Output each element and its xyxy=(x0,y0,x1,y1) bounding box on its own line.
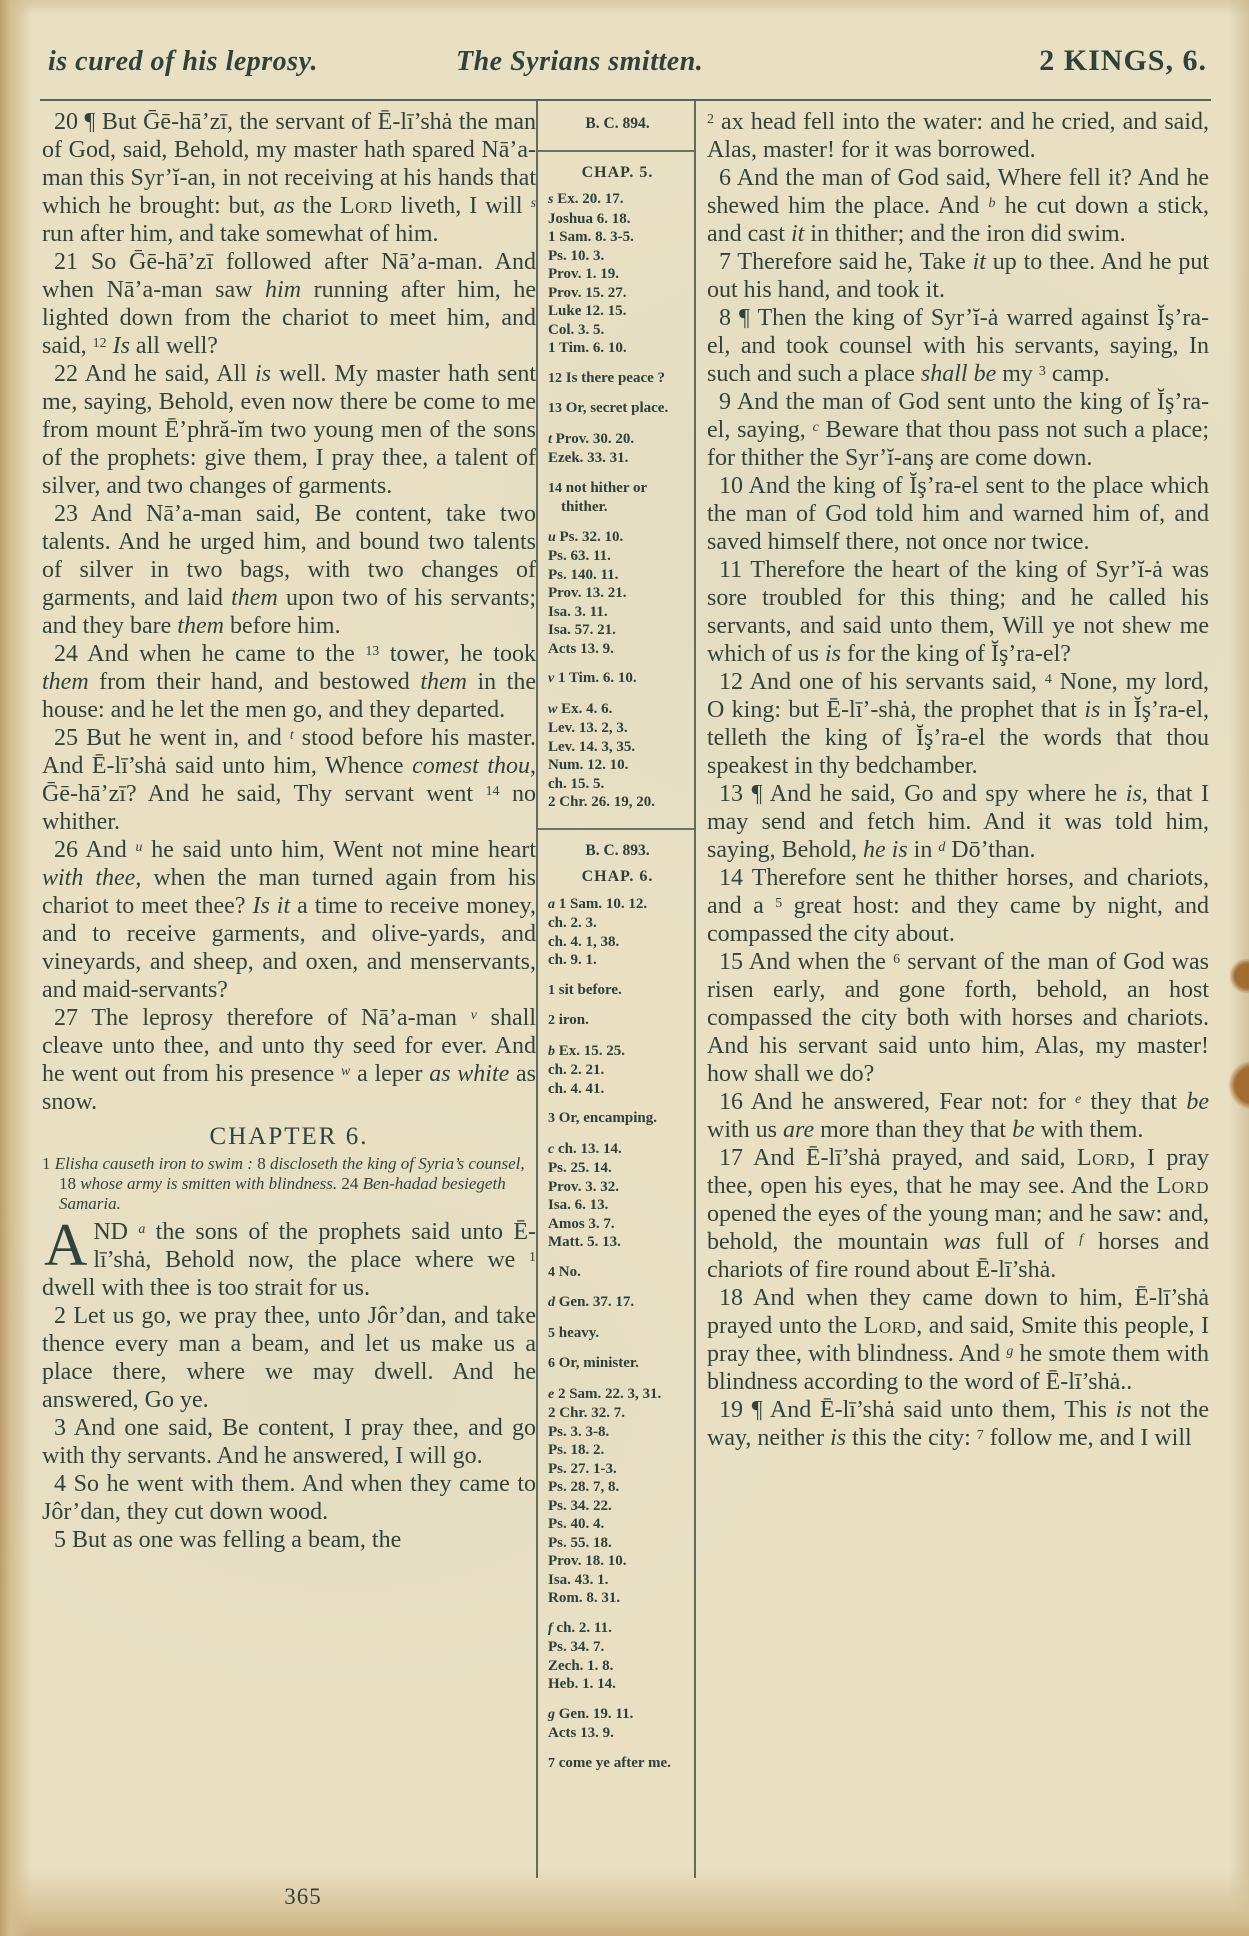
running-head xyxy=(42,46,1209,96)
margin-note: b Ex. 15. 25. ch. 2. 21. ch. 4. 41. xyxy=(548,1042,626,1097)
running-head-book-chapter: 2 KINGS, 6. xyxy=(1039,44,1207,77)
margin-note: 6 Or, minister. xyxy=(548,1355,639,1371)
verse-paragraph: 15 And when the $^6$ servant of the man of God was risen early, and gone forth, behold, an host compassed the city both with horses and chariots. And his servant said unto him, Alas, my master! how shall we do? xyxy=(707,949,1209,1087)
margin-note: 4 No. xyxy=(548,1263,581,1280)
margin-note: 14 not hither or thither. xyxy=(548,479,647,515)
verse-paragraph: 14 Therefore sent he thither horses, and chariots, and a $^5$ great host: and they came by night, and compassed the city about. xyxy=(707,865,1209,947)
bc-date-label: B. C. 894. xyxy=(585,115,650,132)
margin-note: a 1 Sam. 10. 12. ch. 2. 3. ch. 4. 1, 38. ch. 9. 1. xyxy=(548,895,648,968)
margin-note: d Gen. 37. 17. xyxy=(548,1294,635,1310)
verse-paragraph: 9 And the man of God sent unto the king of Ĭş’ra-el, saying, $^c$ Beware that thou pass not such a place; for thither the Syr’ĭ-anş are come down. xyxy=(707,389,1209,471)
verse-paragraph: 25 But he went in, and $^t$ stood before his master. And Ē-lī’shȧ said unto him, Whence comest thou, Ḡē-hā’zī? And he said, Thy servant went $^{14}$ no whither. xyxy=(42,725,536,835)
verse-paragraph: AND $^a$ the sons of the prophets said unto Ē-lī’shȧ, Behold now, the place where we $^1$ dwell with thee is too strait for us. xyxy=(42,1212,536,1301)
verse-paragraph: 11 Therefore the heart of the king of Syr’ĭ-ȧ was sore troubled for this thing; and he called his servants, and said unto them, Will ye not shew me which of us is for the king of Ĭş’ra-el? xyxy=(707,557,1209,667)
margin-note: 2 iron. xyxy=(548,1012,589,1028)
verse-paragraph: 13 ¶ And he said, Go and spy where he is, that I may send and fetch him. And it was told him, saying, Behold, he is in $^d$ Dō’than. xyxy=(707,781,1209,863)
verse-paragraph: 2 Let us go, we pray thee, unto Jôr’dan, and take thence every man a beam, and let us make us a place there, where we may dwell. And he answered, Go ye. xyxy=(42,1303,536,1413)
margin-note: 1 sit before. xyxy=(548,981,622,998)
page-columns xyxy=(42,101,1209,1878)
verse-paragraph: 4 So he went with them. And when they came to Jôr’dan, they cut down wood. xyxy=(42,1471,536,1525)
verse-paragraph: 6 And the man of God said, Where fell it? And he shewed him the place. And $^b$ he cut down a stick, and cast it in thither; and the iron did swim. xyxy=(707,165,1209,247)
margin-note: 13 Or, secret place. xyxy=(548,400,669,416)
column-divider xyxy=(538,150,694,152)
verse-paragraph: $^2$ ax head fell into the water: and he cried, and said, Alas, master! for it was borrowed. xyxy=(707,109,1209,163)
verse-paragraph: 7 Therefore said he, Take it up to thee. And he put out his hand, and took it. xyxy=(707,249,1209,303)
verse-paragraph: 21 So Ḡē-hā’zī followed after Nā’a-man. And when Nā’a-man saw him running after him, he lighted down from the chariot to meet him, and said, $^{12}$ Is all well? xyxy=(42,249,536,359)
margin-note: c ch. 13. 14. Ps. 25. 14. Prov. 3. 32. Isa. 6. 13. Amos 3. 7. Matt. 5. 13. xyxy=(548,1140,622,1250)
margin-note: 7 come ye after me. xyxy=(548,1754,671,1771)
left-text-column xyxy=(42,101,536,1878)
margin-note: v 1 Tim. 6. 10. xyxy=(548,670,637,686)
verse-paragraph: 24 And when he came to the $^{13}$ tower, he took them from their hand, and bestowed them in the house: and he let the men go, and they departed. xyxy=(42,641,536,723)
right-text-column xyxy=(696,101,1209,1878)
margin-note: 5 heavy. xyxy=(548,1324,600,1341)
margin-note: f ch. 2. 11. Ps. 34. 7. Zech. 1. 8. Heb. 1. 14. xyxy=(548,1619,616,1692)
margin-note: w Ex. 4. 6. Lev. 13. 2, 3. Lev. 14. 3, 35. Num. 12. 10. ch. 15. 5. 2 Chr. 26. 19, 20. xyxy=(548,700,655,810)
verse-paragraph: 22 And he said, All is well. My master hath sent me, saying, Behold, even now there be come to me from mount Ē’phră-ĭm two young men of the sons of the prophets: give them, I pray thee, a talent of silver, and two changes of garments. xyxy=(42,361,536,499)
column-divider xyxy=(538,828,694,830)
verse-paragraph: 5 But as one was felling a beam, the xyxy=(54,1527,402,1553)
margin-note: g Gen. 19. 11. Acts 13. 9. xyxy=(548,1705,634,1741)
verse-paragraph: 27 The leprosy therefore of Nā’a-man $^v$ shall cleave unto thee, and unto thy seed for ever. And he went out from his presence $^w$ a leper as white as snow. xyxy=(42,1005,536,1115)
margin-note: e 2 Sam. 22. 3, 31. 2 Chr. 32. 7. Ps. 3. 3-8. Ps. 18. 2. Ps. 27. 1-3. Ps. 28. 7, 8. Ps. 34. 22. Ps. 40. 4. Ps. 55. 18. Prov. 18. 10. Isa. 43. 1. Rom. 8. 31. xyxy=(548,1385,662,1606)
chapter-label: CHAP. 5. xyxy=(581,163,654,181)
verse-paragraph: 23 And Nā’a-man said, Be content, take two talents. And he urged him, and bound two talents of silver in two bags, with two changes of garments, and laid them upon two of his servants; and they bare them before him. xyxy=(42,501,536,639)
running-head-left: is cured of his leprosy. xyxy=(48,46,318,77)
margin-note: u Ps. 32. 10. Ps. 63. 11. Ps. 140. 11. Prov. 13. 21. Isa. 3. 11. Isa. 57. 21. Acts 13. 9. xyxy=(548,528,627,657)
running-head-center: The Syrians smitten. xyxy=(456,46,704,77)
verse-paragraph: 26 And $^u$ he said unto him, Went not mine heart with thee, when the man turned again from his chariot to meet thee? Is it a time to receive money, and to receive garments, and olive-yards, and vineyards, and sheep, and oxen, and menservants, and maid-servants? xyxy=(42,837,536,1003)
margin-note: 12 Is there peace ? xyxy=(548,369,666,386)
verse-paragraph: 17 And Ē-lī’shȧ prayed, and said, Lord, I pray thee, open his eyes, that he may see. And the Lord opened the eyes of the young man; and he saw: and, behold, the mountain was full of $^f$ horses and chariots of fire round about Ē-lī’shȧ. xyxy=(707,1145,1209,1283)
verse-paragraph: 16 And he answered, Fear not: for $^e$ they that be with us are more than they that be with them. xyxy=(707,1089,1209,1143)
verse-paragraph: 12 And one of his servants said, $^4$ None, my lord, O king: but Ē-lī’-shȧ, the prophet that is in Ĭş’ra-el, telleth the king of Ĭş’ra-el the words that thou speakest in thy bedchamber. xyxy=(707,669,1209,779)
page-number: 365 xyxy=(284,1884,322,1909)
chapter-heading: CHAPTER 6. xyxy=(209,1123,369,1150)
margin-note: s Ex. 20. 17. Joshua 6. 18. 1 Sam. 8. 3-5. Ps. 10. 3. Prov. 1. 19. Prov. 15. 27. Luke 12. 15. Col. 3. 5. 1 Tim. 6. 10. xyxy=(548,191,634,356)
margin-reference-column xyxy=(536,101,696,1878)
margin-note: t Prov. 30. 20. Ezek. 33. 31. xyxy=(548,430,635,466)
chapter-summary: 1 Elisha causeth iron to swim : 8 discloseth the king of Syria’s counsel, 18 whose army is smitten with blindness. 24 Ben-hadad besiegeth Samaria. xyxy=(42,1154,525,1213)
chapter-label: CHAP. 6. xyxy=(581,868,654,885)
verse-paragraph: 18 And when they came down to him, Ē-lī’shȧ prayed unto the Lord, and said, Smite this people, I pray thee, with blindness. And $^g$ he smote them with blindness according to the word of Ē-lī’shȧ.. xyxy=(707,1285,1209,1395)
verse-paragraph: 3 And one said, Be content, I pray thee, and go with thy servants. And he answered, I will go. xyxy=(42,1415,536,1469)
verse-paragraph: 8 ¶ Then the king of Syr’ĭ-ȧ warred against Ĭş’ra-el, and took counsel with his servants, saying, In such and such a place shall be my $^3$ camp. xyxy=(707,305,1209,387)
margin-note: 3 Or, encamping. xyxy=(548,1110,657,1126)
bc-date-label: B. C. 893. xyxy=(585,841,650,859)
drop-cap-letter: A xyxy=(44,1212,88,1278)
verse-paragraph: 10 And the king of Ĭş’ra-el sent to the place which the man of God told him and warned him of, and saved himself there, not once nor twice. xyxy=(707,473,1209,555)
verse-paragraph: 20 ¶ But Ḡē-hā’zī, the servant of Ē-lī’shȧ the man of God, said, Behold, my master hath spared Nā’a-man this Syr’ĭ-an, in not receiving at his hands that which he brought: but, as the Lord liveth, I will $^s$ run after him, and take somewhat of him. xyxy=(42,109,536,247)
verse-paragraph: 19 ¶ And Ē-lī’shȧ said unto them, This is not the way, neither is this the city: $^7$ follow me, and I will xyxy=(707,1397,1209,1451)
